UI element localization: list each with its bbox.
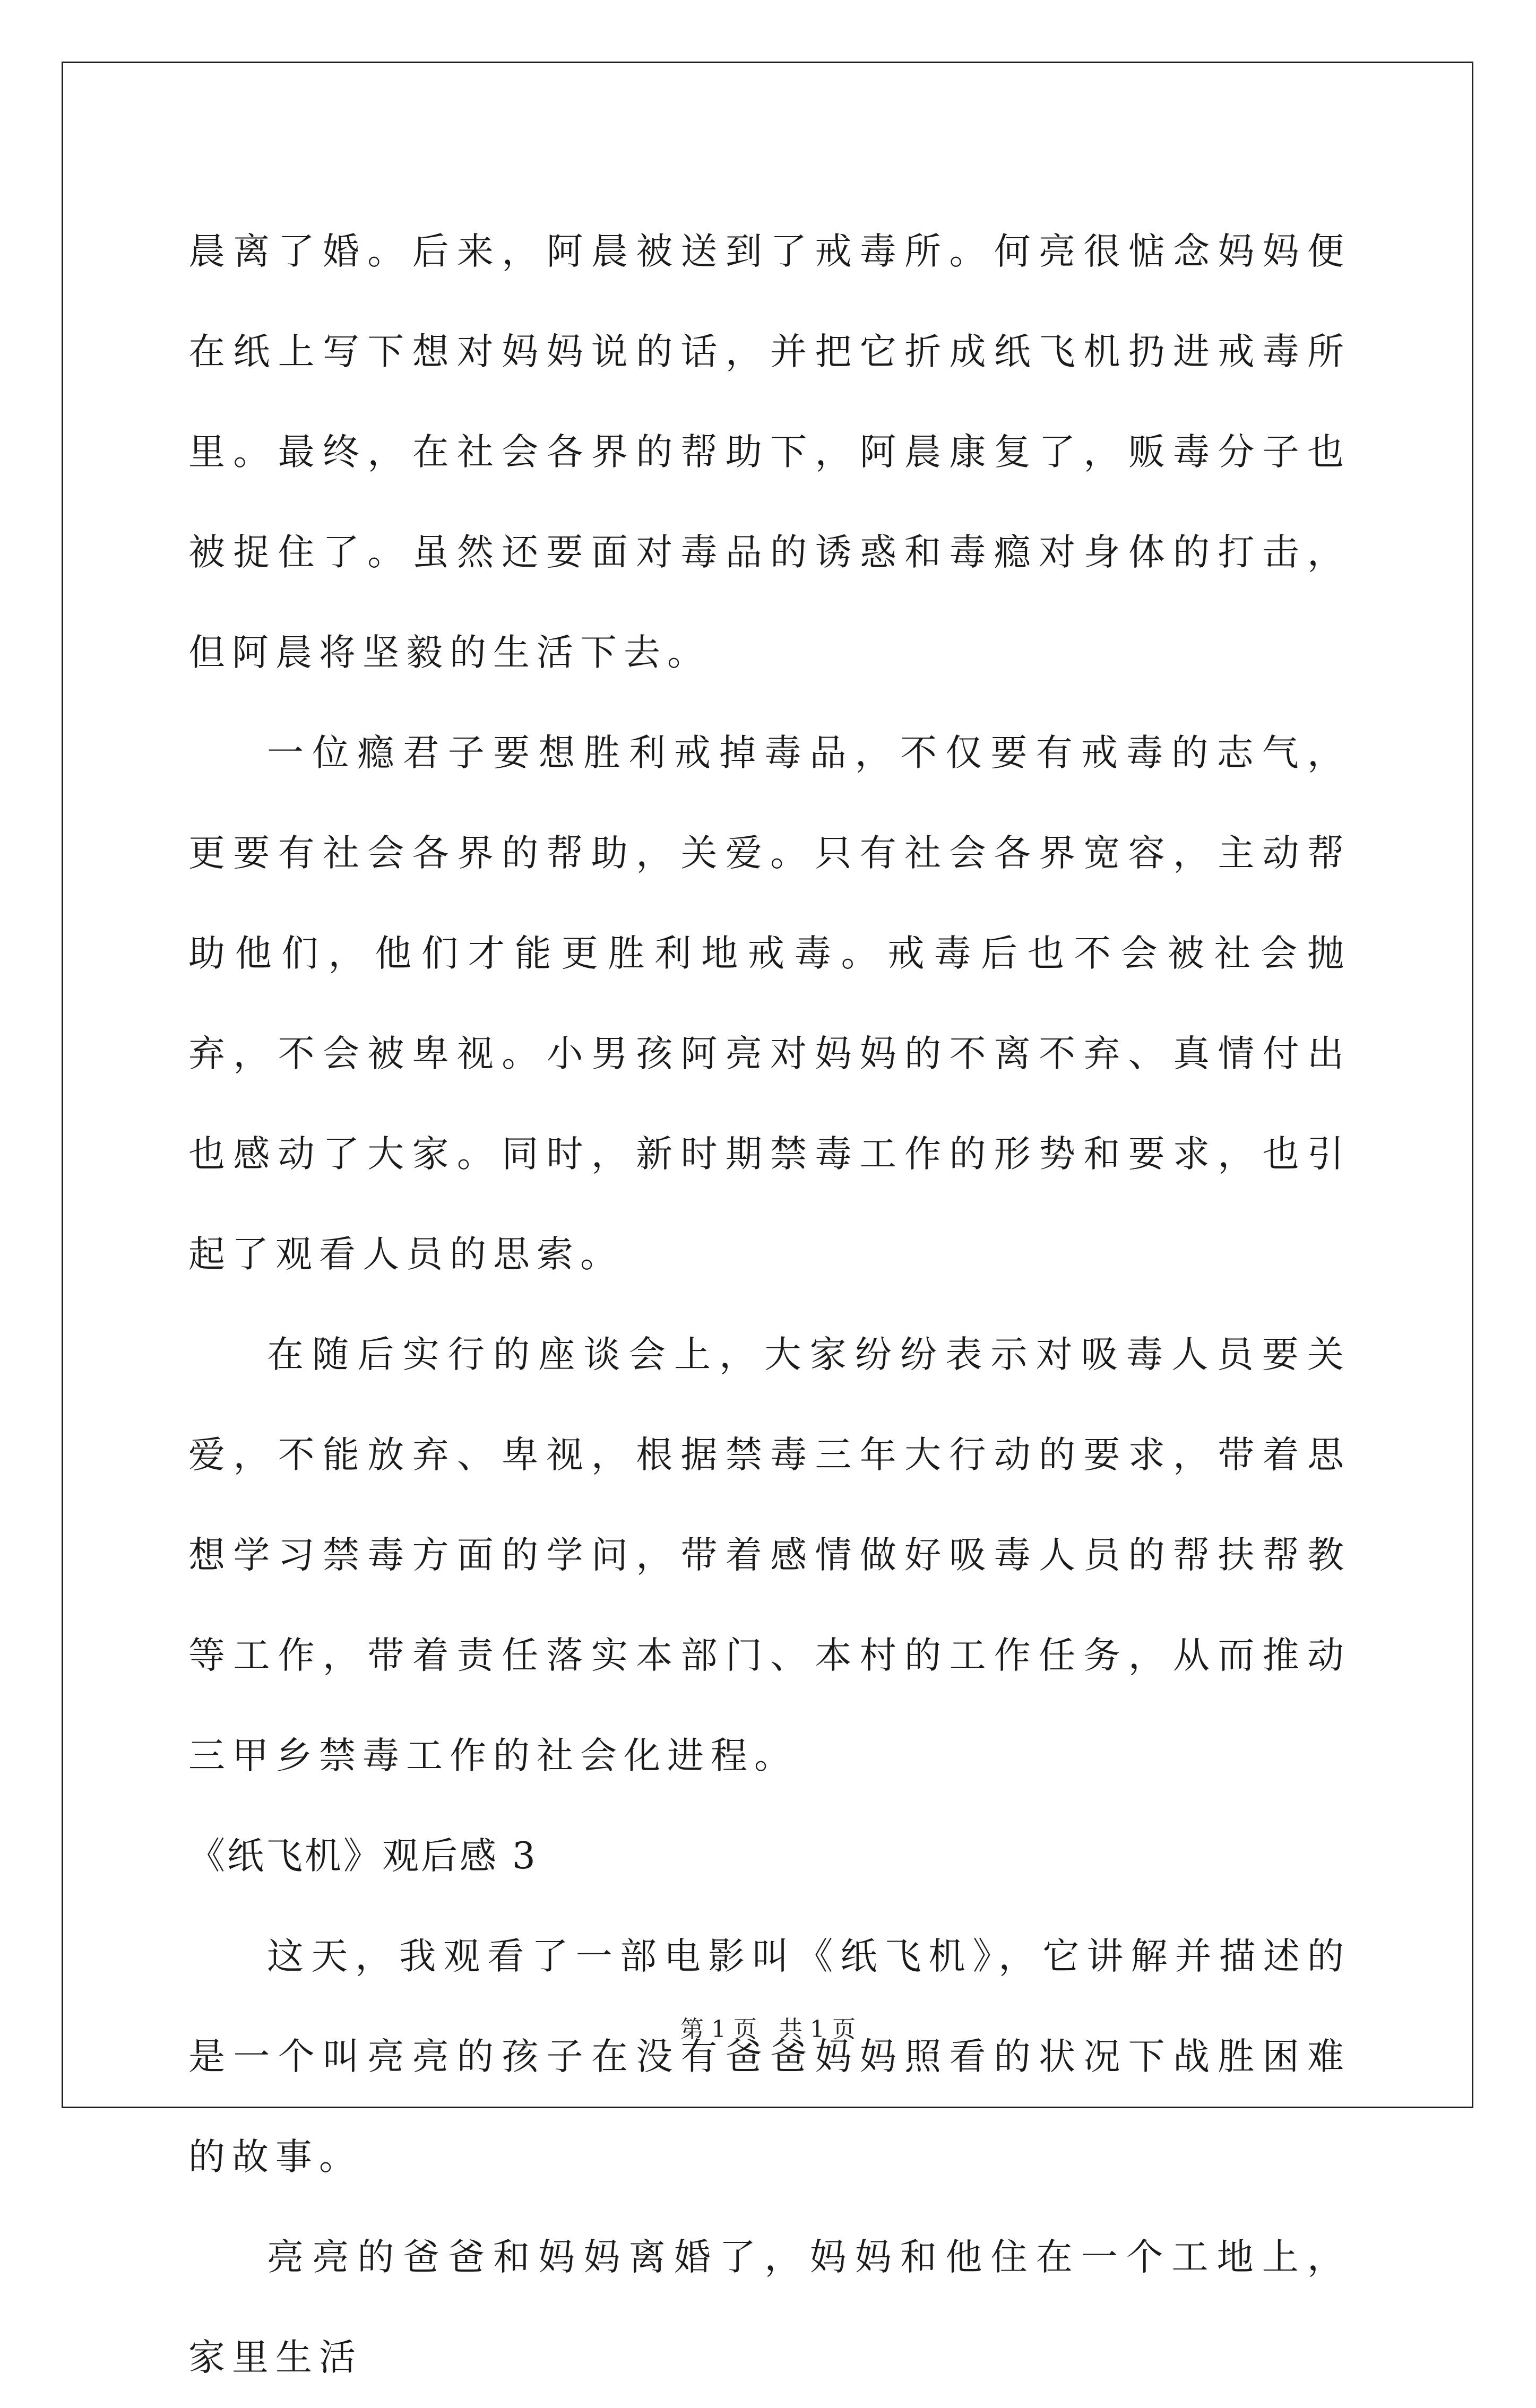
paragraph-4: 这天，我观看了一部电影叫《纸飞机》，它讲解并描述的是一个叫亮亮的孩子在没有爸爸妈妈照看的状况下战胜困难的故事。 <box>188 1935 1351 2178</box>
page-footer <box>0 2014 1536 2046</box>
paragraph-3: 在随后实行的座谈会上，大家纷纷表示对吸毒人员要关爱，不能放弃、卑视，根据禁毒三年大行动的要求，带着思想学习禁毒方面的学问，带着感情做好吸毒人员的帮扶帮教等工作，带着责任落实本部门、本村的工作任务，从而推动三甲乡禁毒工作的社会化进程。 <box>188 1333 1351 1777</box>
paragraph-2: 一位瘾君子要想胜利戒掉毒品，不仅要有戒毒的志气，更要有社会各界的帮助，关爱。只有社会各界宽容，主动帮助他们，他们才能更胜利地戒毒。戒毒后也不会被社会抛弃，不会被卑视。小男孩阿亮对妈妈的不离不弃、真情付出也感动了大家。同时，新时期禁毒工作的形势和要求，也引起了观看人员的思索。 <box>188 732 1351 1276</box>
page-number-total: 共 1 页 <box>779 2016 856 2043</box>
paragraph-1: 晨离了婚。后来，阿晨被送到了戒毒所。何亮很惦念妈妈便在纸上写下想对妈妈说的话，并把它折成纸飞机扔进戒毒所里。最终，在社会各界的帮助下，阿晨康复了，贩毒分子也被捉住了。虽然还要面对毒品的诱惑和毒瘾对身体的打击，但阿晨将坚毅的生活下去。 <box>188 230 1351 674</box>
document-body <box>188 202 1351 2408</box>
page-number-current: 第 1 页 <box>680 2016 757 2043</box>
section-heading: 《纸飞机》观后感 3 <box>188 1835 538 1877</box>
paragraph-5: 亮亮的爸爸和妈妈离婚了，妈妈和他住在一个工地上，家里生活 <box>188 2236 1351 2379</box>
